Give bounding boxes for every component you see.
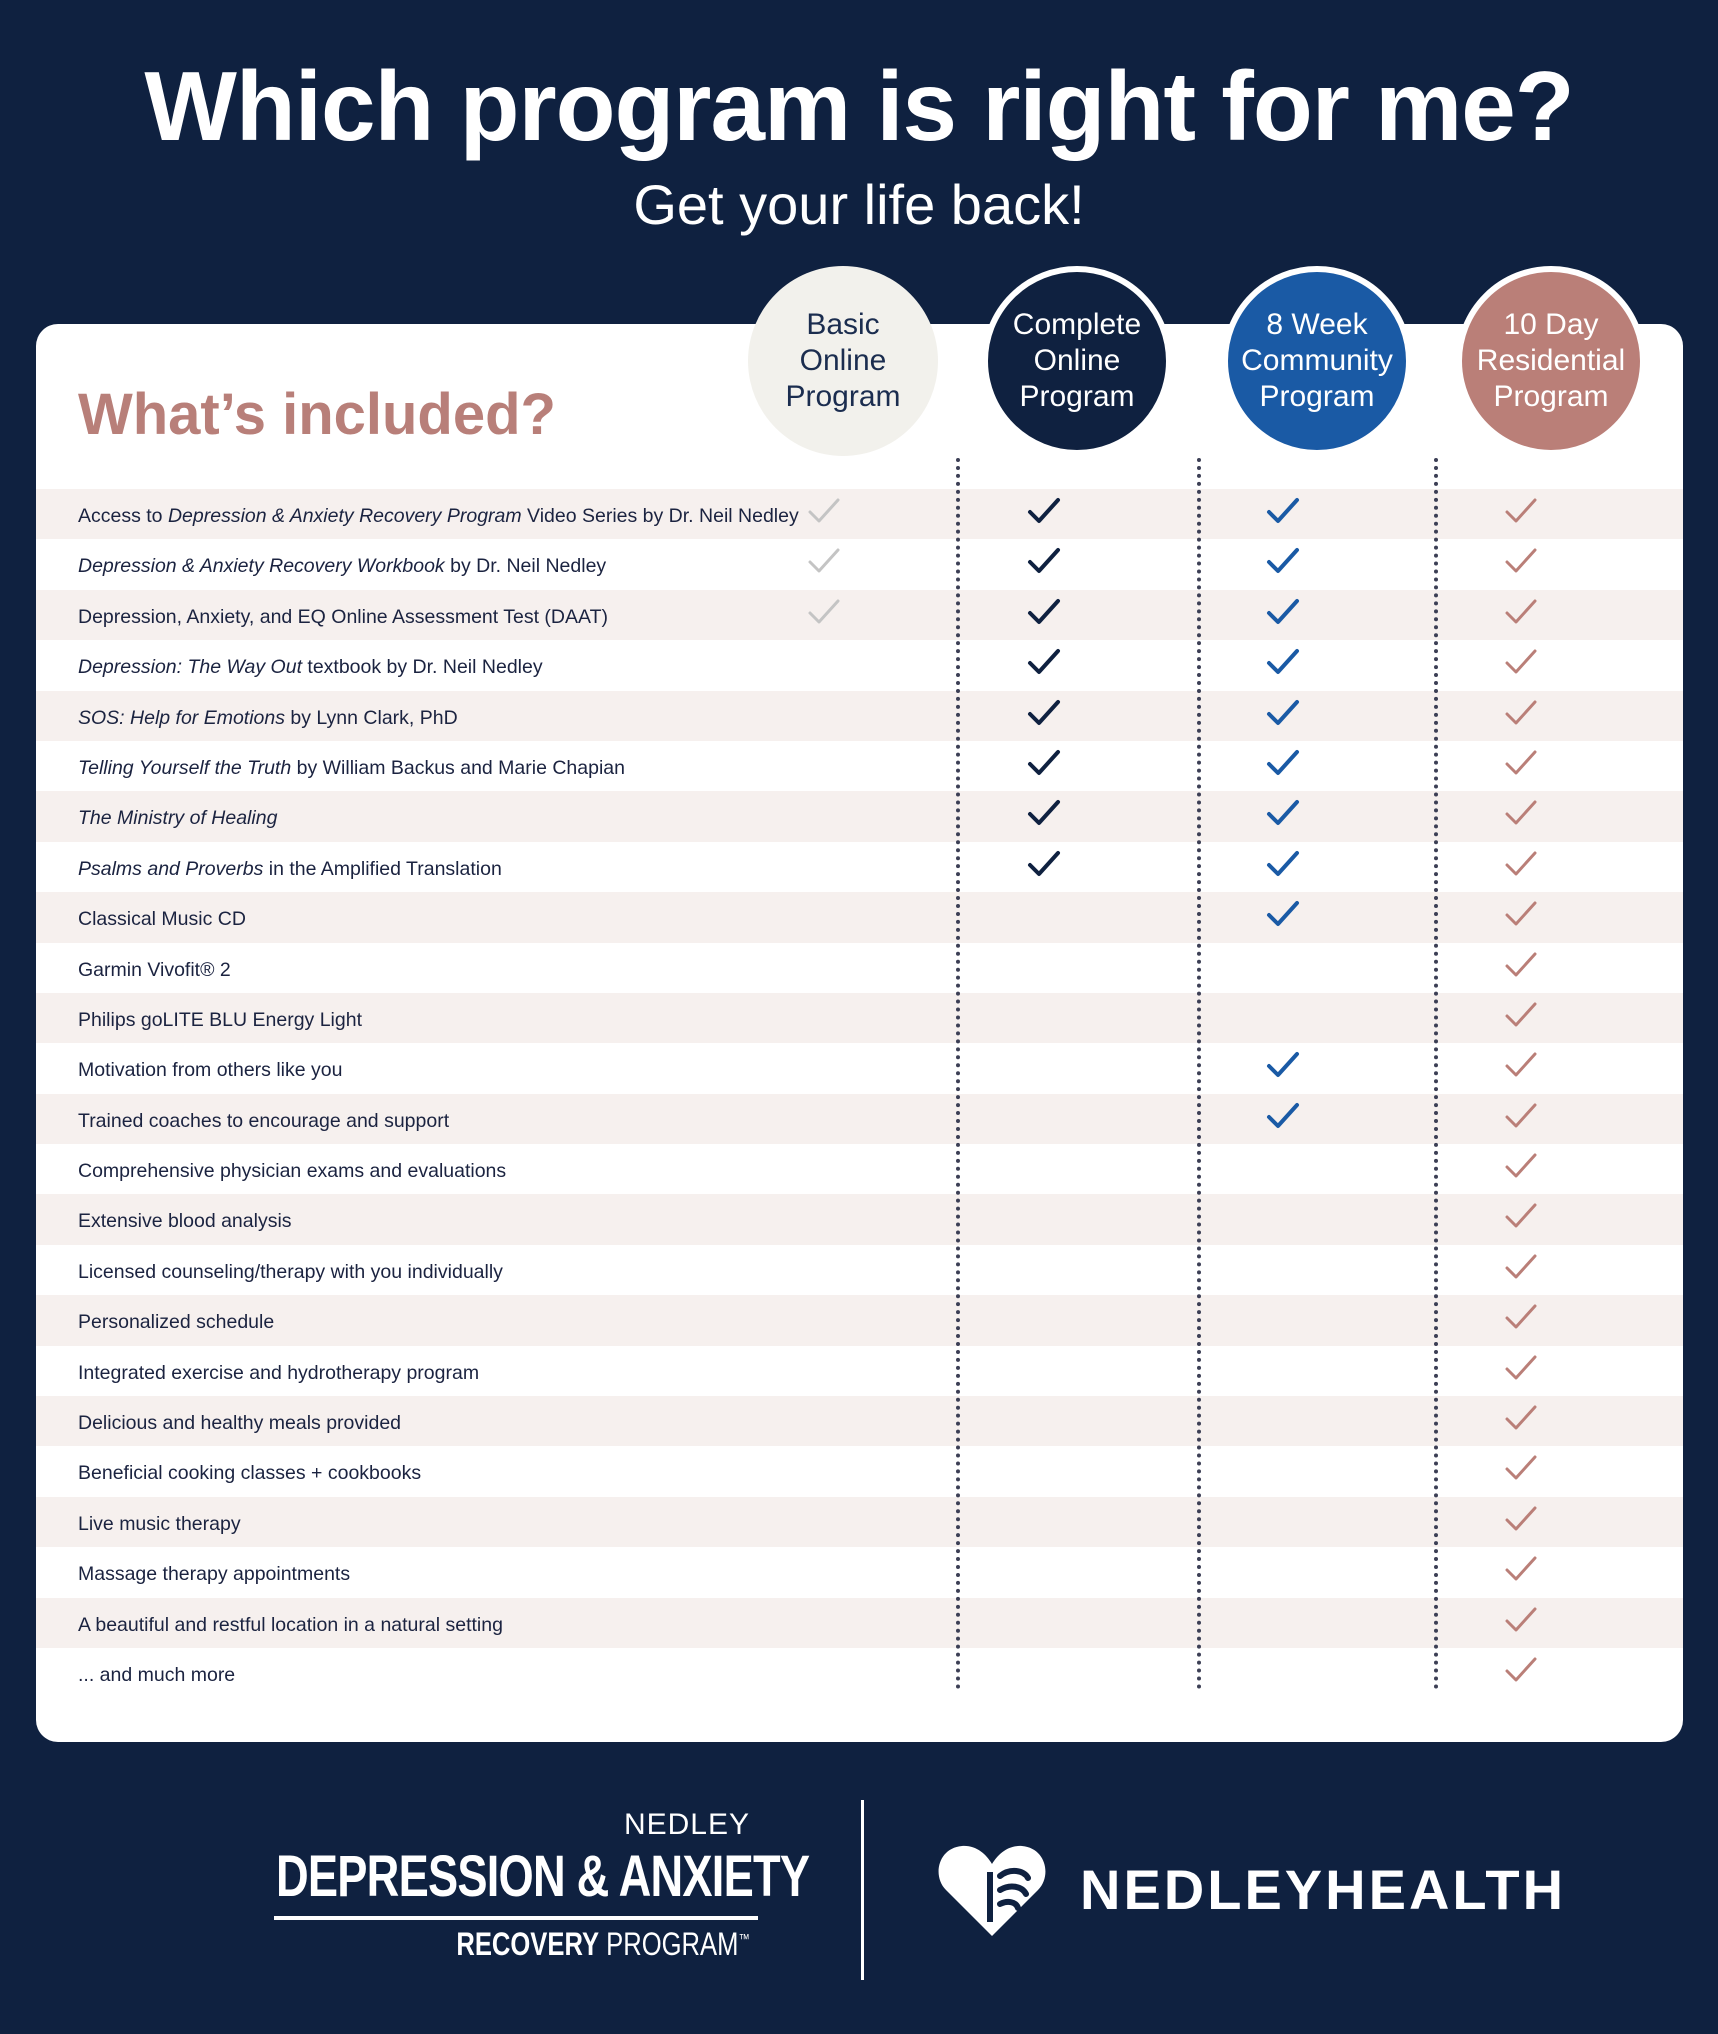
- check-icon: [1503, 1654, 1539, 1686]
- column-label: 8 Week Community Program: [1241, 308, 1393, 413]
- check-icon: [806, 495, 842, 527]
- feature-text: Classical Music CD: [78, 908, 246, 931]
- feature-text: Video Series by Dr. Neil Nedley: [521, 505, 799, 527]
- feature-text: Depression: The Way Out: [78, 656, 302, 679]
- page-subtitle: Get your life back!: [633, 173, 1085, 236]
- check-icon: [1265, 596, 1301, 628]
- feature-text: textbook by Dr. Neil Nedley: [301, 656, 543, 679]
- check-icon: [1503, 848, 1539, 880]
- feature-text: The Ministry of Healing: [78, 807, 278, 830]
- feature-text: Licensed counseling/therapy with you individually: [78, 1260, 503, 1283]
- feature-label: [78, 1346, 479, 1396]
- check-icon: [1026, 797, 1062, 829]
- feature-label: [78, 1446, 421, 1496]
- logo-trademark: ™: [738, 1930, 750, 1947]
- feature-label: [78, 943, 231, 993]
- column-header-basic-online: [748, 266, 938, 456]
- logo-sub-bold: RECOVERY: [456, 1926, 600, 1962]
- logo-brand-small: NEDLEY: [623, 1808, 750, 1841]
- column-divider: [956, 458, 960, 1690]
- check-icon: [1265, 848, 1301, 880]
- check-icon: [1265, 646, 1301, 678]
- whats-included-heading: What’s included?: [78, 382, 556, 447]
- check-icon: [1503, 545, 1539, 577]
- feature-label: [78, 1598, 503, 1648]
- feature-label: [78, 489, 799, 539]
- feature-label: [78, 1194, 292, 1244]
- check-icon: [1503, 797, 1539, 829]
- feature-label: [78, 791, 277, 841]
- check-icon: [1026, 596, 1062, 628]
- logo-sub-text: [457, 1926, 750, 1963]
- logo-sub-light: PROGRAM: [599, 1926, 739, 1962]
- check-icon: [1503, 1100, 1539, 1132]
- check-icon: [1026, 545, 1062, 577]
- logo-main-text: DEPRESSION & ANXIETY: [276, 1844, 810, 1909]
- column-header-10-day-residential: [1456, 266, 1646, 456]
- feature-label: [78, 691, 458, 741]
- check-icon: [1503, 1301, 1539, 1333]
- column-divider: [1197, 458, 1201, 1690]
- feature-label: [78, 640, 543, 690]
- feature-text: Depression & Anxiety Recovery Workbook: [78, 555, 445, 578]
- check-icon: [1503, 949, 1539, 981]
- check-icon: [1503, 1503, 1539, 1535]
- feature-text: Access to: [78, 505, 168, 527]
- feature-label: [78, 1497, 241, 1547]
- feature-text: by Lynn Clark, PhD: [285, 706, 458, 729]
- feature-label: [78, 1295, 274, 1345]
- feature-label: [78, 1144, 506, 1194]
- feature-text: Depression, Anxiety, and EQ Online Assessment Test (DAAT): [78, 605, 608, 628]
- feature-text: Garmin Vivofit® 2: [78, 958, 231, 981]
- feature-text: A beautiful and restful location in a natural setting: [78, 1613, 503, 1636]
- check-icon: [1503, 1553, 1539, 1585]
- check-icon: [1503, 999, 1539, 1031]
- feature-text: Comprehensive physician exams and evaluations: [78, 1160, 507, 1183]
- heart-logo-icon: [938, 1842, 1046, 1938]
- check-icon: [1026, 747, 1062, 779]
- check-icon: [806, 545, 842, 577]
- footer-separator: [861, 1800, 864, 1980]
- check-icon: [1503, 1049, 1539, 1081]
- check-icon: [1503, 697, 1539, 729]
- page-title: Which program is right for me?: [144, 51, 1574, 161]
- check-icon: [1265, 1100, 1301, 1132]
- feature-text: Psalms and Proverbs: [78, 857, 264, 880]
- feature-text: SOS: Help for Emotions: [78, 706, 285, 729]
- check-icon: [1265, 545, 1301, 577]
- check-icon: [1503, 1200, 1539, 1232]
- feature-text: Extensive blood analysis: [78, 1210, 292, 1233]
- column-label: 10 Day Residential Program: [1476, 308, 1626, 413]
- feature-text: Trained coaches to encourage and support: [78, 1109, 450, 1132]
- feature-label: [78, 741, 625, 791]
- feature-label: [78, 1043, 342, 1093]
- feature-text: Personalized schedule: [78, 1311, 275, 1334]
- check-icon: [1265, 495, 1301, 527]
- check-icon: [1503, 898, 1539, 930]
- check-icon: [1503, 1251, 1539, 1283]
- feature-text: Telling Yourself the Truth: [78, 756, 292, 779]
- check-icon: [1503, 747, 1539, 779]
- check-icon: [1503, 1452, 1539, 1484]
- feature-text: Delicious and healthy meals provided: [78, 1412, 402, 1435]
- check-icon: [1503, 1150, 1539, 1182]
- check-icon: [1026, 495, 1062, 527]
- check-icon: [1265, 898, 1301, 930]
- feature-label: [78, 1245, 503, 1295]
- check-icon: [1265, 797, 1301, 829]
- feature-label: [78, 892, 246, 942]
- check-icon: [1503, 1604, 1539, 1636]
- feature-text: ... and much more: [78, 1663, 236, 1686]
- feature-label: [78, 1094, 449, 1144]
- column-divider: [1434, 458, 1438, 1690]
- feature-label: [78, 1547, 350, 1597]
- column-header-complete-online: [982, 266, 1172, 456]
- check-icon: [1503, 1402, 1539, 1434]
- check-icon: [1026, 848, 1062, 880]
- check-icon: [1265, 697, 1301, 729]
- feature-text: Integrated exercise and hydrotherapy program: [78, 1361, 480, 1384]
- feature-text: in the Amplified Translation: [263, 857, 502, 880]
- feature-text: Depression & Anxiety Recovery Program: [167, 505, 522, 527]
- column-label: Basic Online Program: [785, 308, 901, 413]
- feature-text: by Dr. Neil Nedley: [444, 555, 607, 578]
- column-label: Complete Online Program: [1012, 308, 1142, 413]
- logo-underline: [274, 1916, 758, 1920]
- nedley-health-wordmark: NEDLEYHEALTH: [1080, 1858, 1567, 1921]
- feature-text: by William Backus and Marie Chapian: [291, 756, 625, 779]
- depression-anxiety-recovery-program-logo: [270, 1808, 810, 1978]
- check-icon: [1265, 747, 1301, 779]
- check-icon: [806, 596, 842, 628]
- feature-label: [78, 842, 502, 892]
- feature-text: Massage therapy appointments: [78, 1563, 351, 1586]
- check-icon: [1026, 646, 1062, 678]
- feature-text: Motivation from others like you: [78, 1059, 343, 1082]
- check-icon: [1503, 646, 1539, 678]
- feature-text: Beneficial cooking classes + cookbooks: [78, 1462, 422, 1485]
- check-icon: [1026, 697, 1062, 729]
- check-icon: [1503, 596, 1539, 628]
- feature-text: Philips goLITE BLU Energy Light: [78, 1008, 362, 1031]
- check-icon: [1503, 1352, 1539, 1384]
- feature-label: [78, 1648, 235, 1698]
- feature-text: Live music therapy: [78, 1512, 241, 1535]
- check-icon: [1503, 495, 1539, 527]
- column-header-8-week-community: [1222, 266, 1412, 456]
- check-icon: [1265, 1049, 1301, 1081]
- feature-label: [78, 1396, 401, 1446]
- feature-label: [78, 993, 362, 1043]
- feature-label: [78, 539, 606, 589]
- feature-label: [78, 590, 608, 640]
